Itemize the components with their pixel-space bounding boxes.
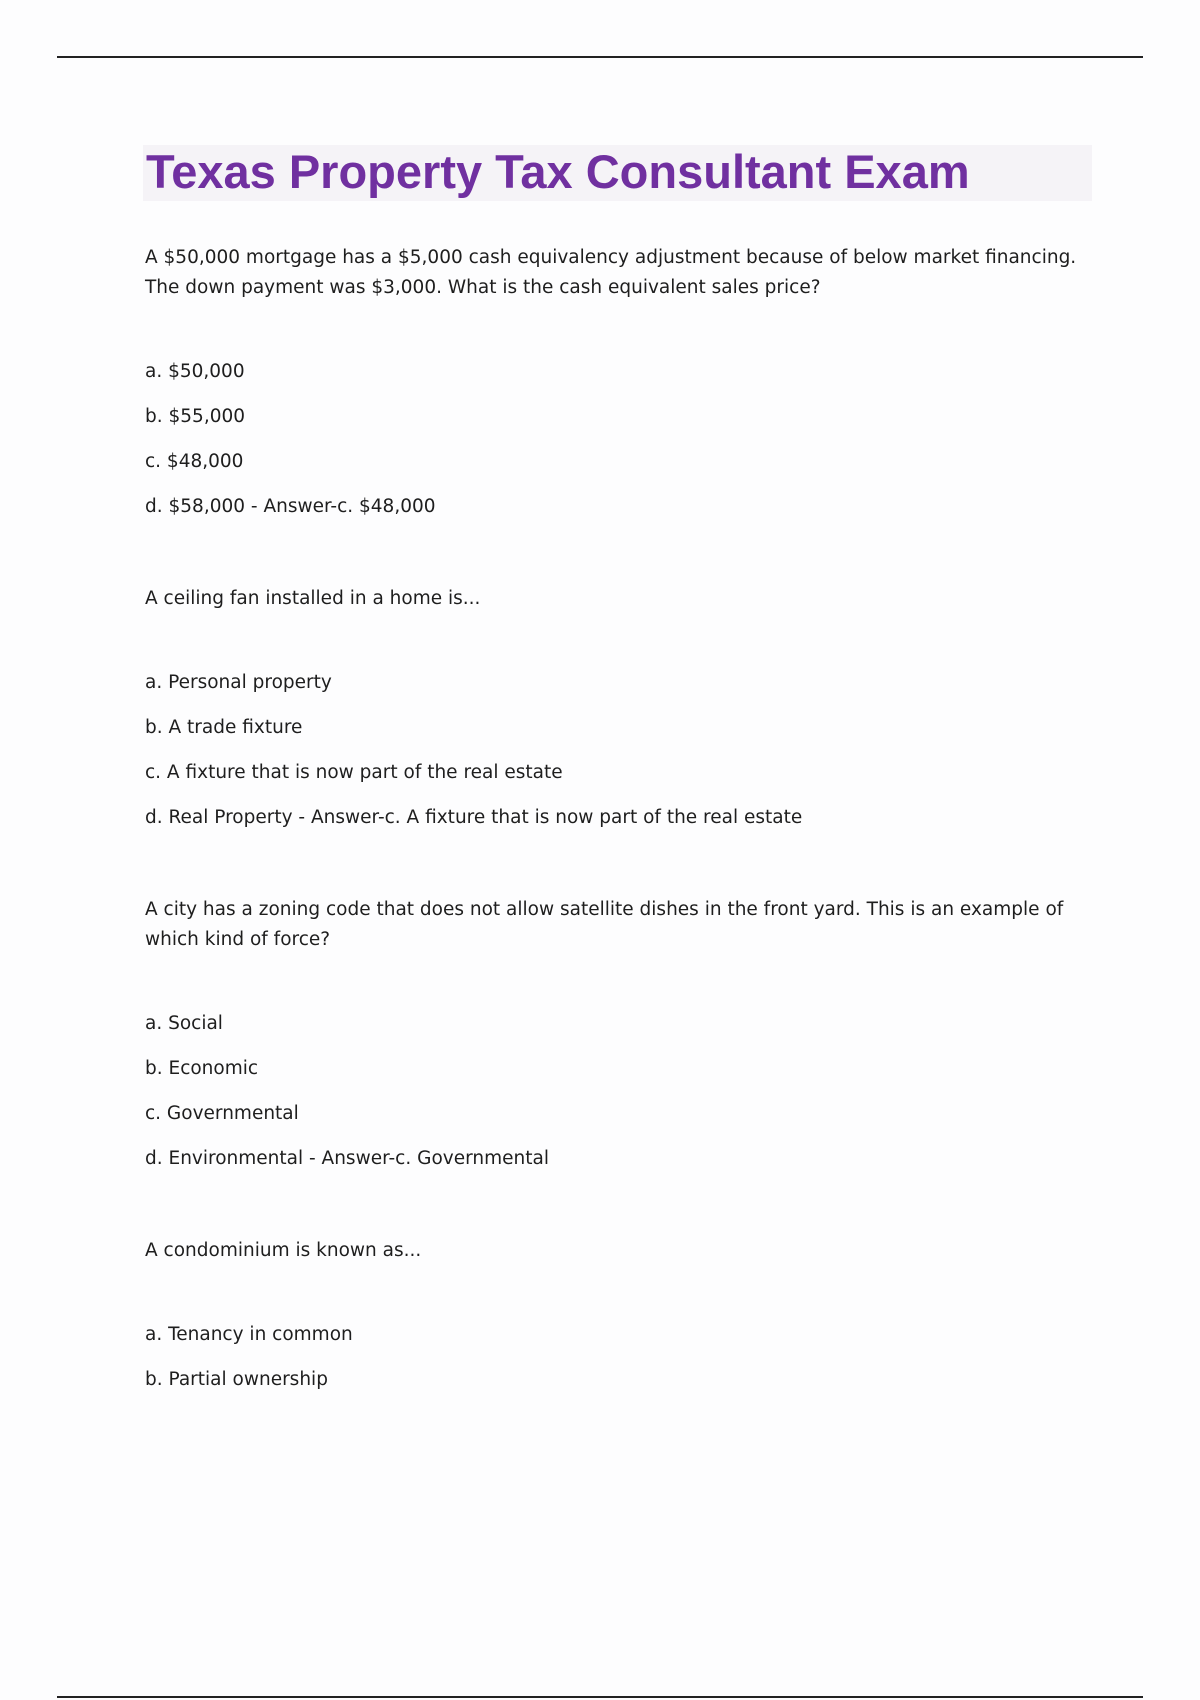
option-d-with-answer: d. Real Property - Answer-c. A fixture that is now part of the real estate (145, 807, 803, 828)
answer-options (145, 1320, 1095, 1395)
document-title: Texas Property Tax Consultant Exam (146, 145, 970, 198)
question-text: A city has a zoning code that does not allow satellite dishes in the front yard. This is an example of which kind of force? (145, 899, 1064, 950)
option-b: b. A trade fixture (145, 717, 303, 738)
option-a: a. Social (145, 1013, 223, 1034)
question-text: A condominium is known as... (145, 1240, 422, 1261)
question-3 (145, 895, 1095, 1174)
option-b: b. Economic (145, 1058, 259, 1079)
option-c: c. A fixture that is now part of the real estate (145, 762, 563, 783)
option-a: a. Personal property (145, 672, 332, 693)
option-d-with-answer: d. $58,000 - Answer-c. $48,000 (145, 496, 436, 517)
question-text: A $50,000 mortgage has a $5,000 cash equivalency adjustment because of below market financing. The down payment was $3,000. What is the cash equivalent sales price? (145, 247, 1077, 298)
question-list (145, 243, 1095, 1395)
question-text: A ceiling fan installed in a home is... (145, 588, 481, 609)
question-4 (145, 1236, 1095, 1395)
option-c: c. $48,000 (145, 451, 244, 472)
bottom-rule (57, 1696, 1143, 1698)
option-d-with-answer: d. Environmental - Answer-c. Governmental (145, 1148, 549, 1169)
question-1 (145, 243, 1095, 522)
answer-options (145, 357, 1095, 522)
top-rule (57, 56, 1143, 58)
option-b: b. $55,000 (145, 406, 246, 427)
option-a: a. $50,000 (145, 361, 245, 382)
option-a: a. Tenancy in common (145, 1324, 353, 1345)
question-2 (145, 584, 1095, 833)
answer-options (145, 1009, 1095, 1174)
option-c: c. Governmental (145, 1103, 299, 1124)
answer-options (145, 668, 1095, 833)
option-b: b. Partial ownership (145, 1369, 328, 1390)
